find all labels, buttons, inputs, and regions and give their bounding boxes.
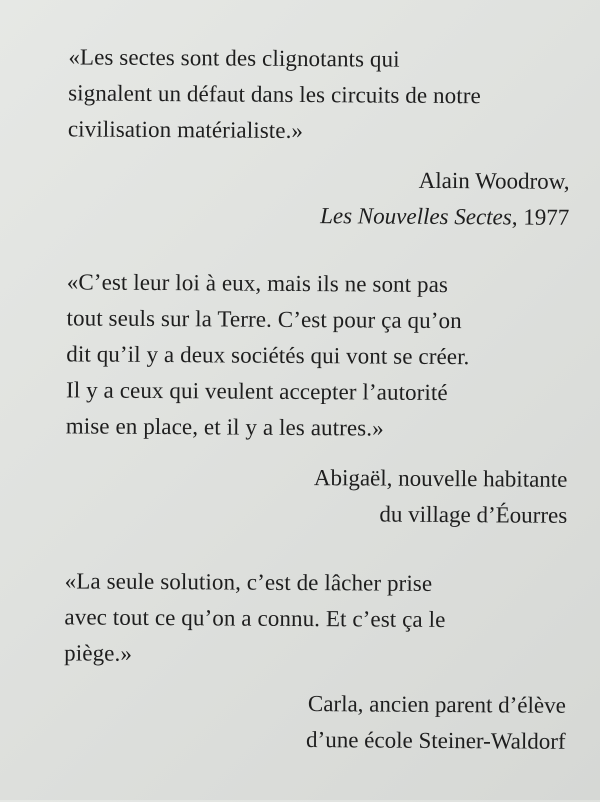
- quote-line: civilisation matérialiste.»: [67, 116, 304, 144]
- attribution-source: [169, 197, 569, 236]
- attribution-work-title: Les Nouvelles Sectes: [320, 203, 512, 230]
- quote-line: Il y a ceux qui veulent accepter l’autorité: [65, 377, 448, 406]
- quote-line: signalent un défaut dans les circuits de notre: [68, 80, 481, 109]
- quote-line: «La seule solution, c’est de lâcher prise: [64, 568, 433, 596]
- quote-line: piège.»: [64, 640, 133, 666]
- attribution-woodrow: [169, 161, 569, 236]
- quote-line: «Les sectes sont des clignotants qui: [68, 44, 400, 72]
- attribution-abigael: [167, 459, 567, 534]
- attribution-line: Abigaël, nouvelle habitante: [313, 465, 568, 492]
- quote-woodrow: [68, 39, 571, 151]
- attribution-line: d’une école Steiner-Waldorf: [306, 727, 566, 754]
- quote-line: avec tout ce qu’on a connu. Et c’est ça le: [64, 604, 446, 633]
- quote-line: «C’est leur loi à eux, mais ils ne sont pas: [66, 269, 449, 298]
- quote-line: mise en place, et il y a les autres.»: [65, 413, 384, 441]
- attribution-work-year: , 1977: [511, 204, 570, 230]
- quote-line: tout seuls sur la Terre. C’est pour ça qu’on: [66, 305, 462, 334]
- attribution-line: Carla, ancien parent d’élève: [307, 691, 566, 718]
- attribution-carla: [166, 685, 566, 760]
- quote-carla: [64, 563, 567, 675]
- attribution-line: du village d’Éourres: [379, 501, 568, 528]
- attribution-author: Alain Woodrow,: [418, 167, 570, 194]
- quote-abigael: [66, 264, 569, 448]
- quote-line: dit qu’il y a deux sociétés qui vont se créer.: [66, 341, 470, 370]
